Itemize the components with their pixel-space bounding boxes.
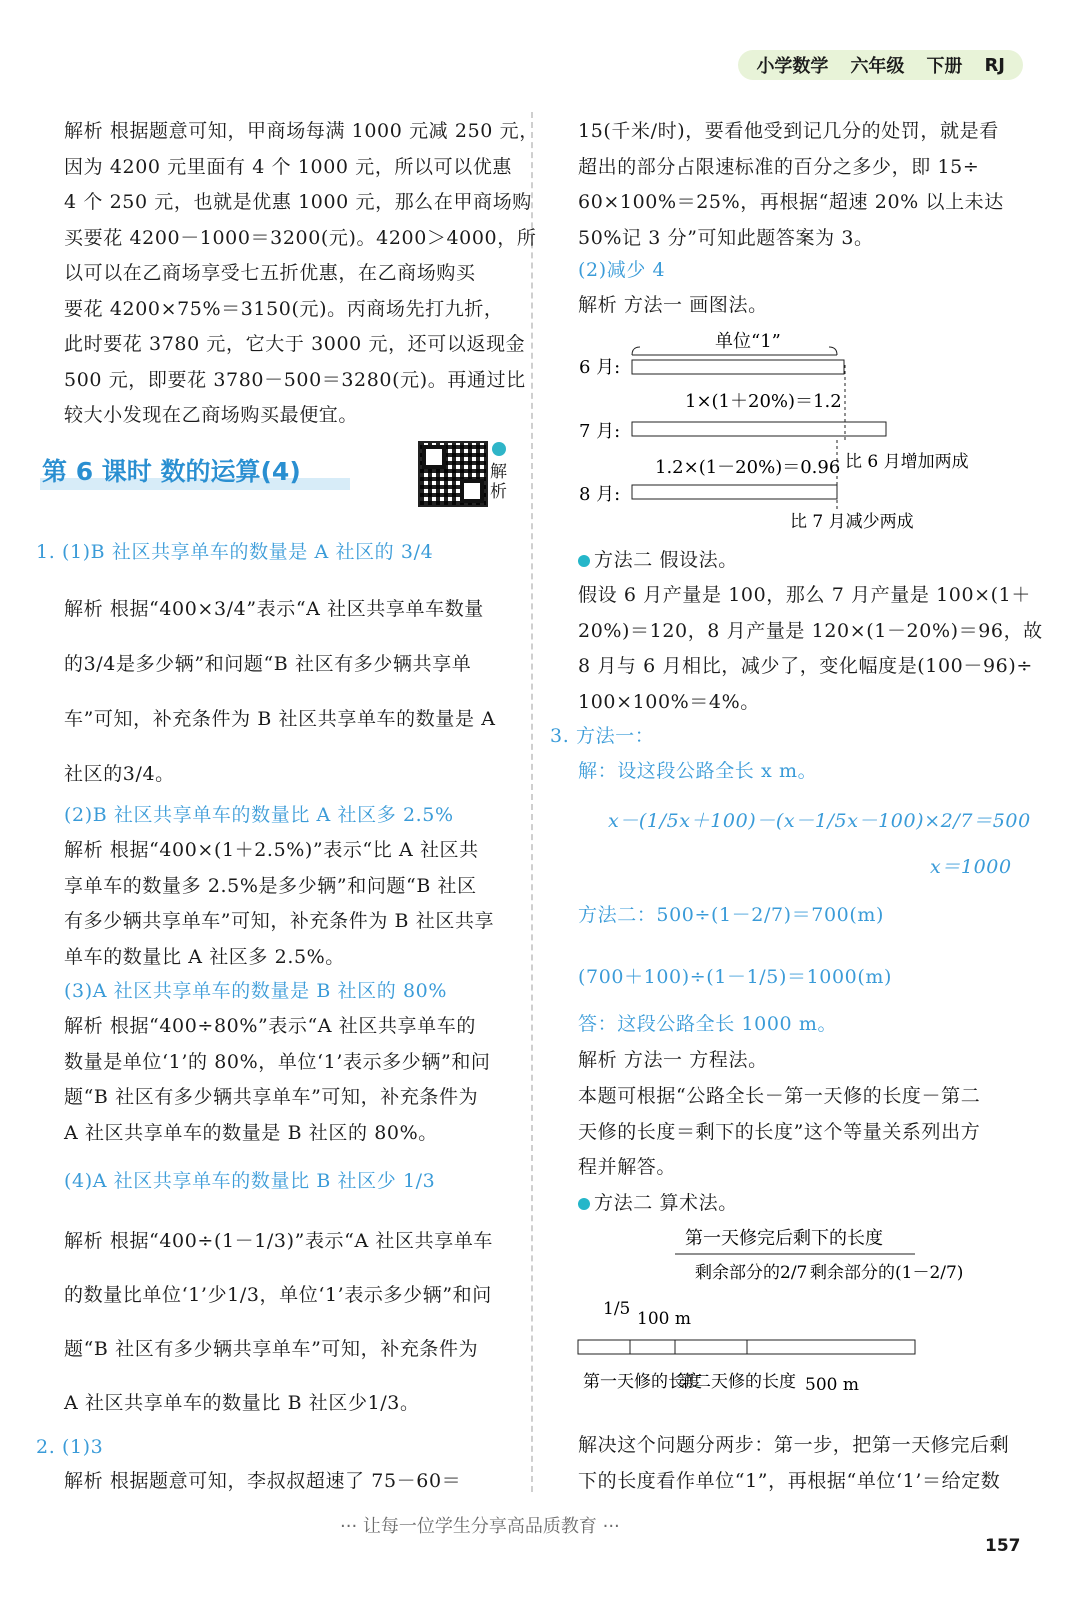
text-line: A 社区共享单车的数量比 B 社区少1/3。 (64, 1392, 420, 1414)
method2-heading: 方法二 假设法。 (578, 543, 738, 577)
q3-method2-step1: 方法二：500÷(1－2/7)＝700(m) (578, 904, 884, 926)
q3-setup: 解：设这段公路全长 x m。 (578, 760, 818, 782)
text-line: 的数量比单位‘1’少1/3，单位‘1’表示多少辆”和问 (64, 1284, 492, 1306)
text-line: 解析 根据“400÷80%”表示“A 社区共享单车的 (64, 1015, 476, 1037)
text-line: 题“B 社区有多少辆共享单车”可知，补充条件为 (64, 1338, 479, 1360)
text-line: 要花 4200×75%＝3150(元)。丙商场先打九折， (64, 297, 504, 320)
aug-bar (632, 485, 837, 499)
text-line: 单车的数量比 A 社区多 2.5%。 (64, 945, 345, 968)
text-line: 500 元，即要花 3780－500＝3280(元)。再通过比 (64, 368, 526, 391)
text-line: 100×100%＝4%。 (578, 690, 760, 713)
text-line: 车”可知，补充条件为 B 社区共享单车的数量是 A (64, 708, 496, 730)
remaining-length-label: 第一天修完后剩下的长度 (685, 1228, 883, 1249)
header-subject: 小学数学 (756, 56, 829, 77)
q3-explanation-method2: 方法二 算术法。 (578, 1186, 738, 1220)
play-icon (492, 442, 506, 456)
remaining-part2: 剩余部分的(1－2/7) (810, 1263, 964, 1283)
text-line: 天修的长度＝剩下的长度”这个等量关系列出方 (578, 1120, 981, 1143)
qr-code[interactable] (418, 441, 488, 507)
lightbulb-icon (578, 1198, 590, 1210)
text-line: 社区的3/4。 (64, 763, 175, 785)
qr-label: 解析 (490, 462, 507, 502)
text-line: 题“B 社区有多少辆共享单车”可知，补充条件为 (64, 1086, 479, 1108)
row-label-aug: 8 月: (579, 484, 621, 505)
day1-length: 第一天修的长度 (583, 1372, 702, 1392)
column-divider (531, 112, 533, 1492)
road-diagram (575, 1222, 964, 1427)
jul-expression: 1×(1＋20%)＝1.2 (685, 391, 842, 412)
q2-part1: 2. (1)3 (36, 1436, 104, 1458)
text-line: 4 个 250 元，也就是优惠 1000 元，那么在甲商场购 (64, 191, 532, 213)
text-line: 解析 根据“400×(1＋2.5%)”表示“比 A 社区共 (64, 839, 479, 861)
production-diagram (575, 325, 995, 540)
text-line: 超出的部分占限速标准的百分之多少，即 15÷ (578, 155, 980, 178)
text-line: 享单车的数量多 2.5%是多少辆”和问题“B 社区 (64, 874, 477, 897)
text-line: A 社区共享单车的数量是 B 社区的 80%。 (64, 1121, 438, 1144)
q3-method2-step2: (700＋100)÷(1－1/5)＝1000(m) (578, 966, 892, 988)
row-label-jun: 6 月: (579, 357, 621, 378)
text-line: 解析 根据“400×3/4”表示“A 社区共享单车数量 (64, 598, 484, 620)
text-line: 60×100%＝25%，再根据“超速 20% 以上未达 (578, 191, 1004, 213)
text-line: 此时要花 3780 元，它大于 3000 元，还可以返现金 (64, 333, 526, 355)
q1-part3: (3)A 社区共享单车的数量是 B 社区的 80% (64, 980, 447, 1002)
increase-label: 比 6 月增加两成 (845, 452, 969, 472)
page-number: 157 (985, 1536, 1021, 1556)
text-line: 15(千米/时)，要看他受到记几分的处罚，就是看 (578, 120, 999, 142)
text-line: 较大小发现在乙商场购买最便宜。 (64, 404, 359, 426)
text-line: 本题可根据“公路全长－第一天修的长度－第二 (578, 1085, 981, 1107)
length-100m: 100 m (637, 1309, 691, 1329)
text-line: 解决这个问题分两步：第一步，把第一天修完后剩 (578, 1434, 1010, 1456)
footer-slogan: ··· 让每一位学生分享高品质教育 ··· (340, 1516, 620, 1537)
header-edition: RJ (984, 54, 1005, 76)
aug-expression: 1.2×(1－20%)＝0.96 (655, 457, 841, 478)
remaining-part1: 剩余部分的2/7 (695, 1263, 808, 1283)
lightbulb-icon (578, 555, 590, 567)
header-grade: 六年级 (850, 56, 905, 77)
decrease-label: 比 7 月减少两成 (790, 512, 914, 532)
fraction-one-fifth: 1/5 (603, 1299, 631, 1319)
row-label-jul: 7 月: (579, 421, 621, 442)
text-line: 程并解答。 (578, 1156, 677, 1178)
text-line: 因为 4200 元里面有 4 个 1000 元，所以可以优惠 (64, 155, 513, 178)
text-line: 以可以在乙商场享受七五折优惠，在乙商场购买 (64, 262, 476, 284)
text-line: 解析 根据题意可知，甲商场每满 1000 元减 250 元， (64, 120, 539, 142)
text-line: 20%)＝120，8 月产量是 120×(1－20%)＝96，故 (578, 619, 1043, 642)
text-line: 有多少辆共享单车”可知，补充条件为 B 社区共享 (64, 910, 495, 932)
text-line: 8 月与 6 月相比，减少了，变化幅度是(100－96)÷ (578, 655, 1033, 677)
page-header (738, 50, 1023, 80)
text-line: 假设 6 月产量是 100，那么 7 月产量是 100×(1＋ (578, 584, 1031, 606)
q1-part1: 1. (1)B 社区共享单车的数量是 A 社区的 3/4 (36, 541, 434, 563)
q3-solution: x＝1000 (930, 856, 1012, 878)
jul-bar (632, 422, 886, 436)
unit-label: 单位“1” (715, 331, 781, 352)
q3-equation: x－(1/5x＋100)－(x－1/5x－100)×2/7＝500 (608, 810, 1031, 832)
q3-label: 3. 方法一： (550, 725, 655, 747)
text-line: 下的长度看作单位“1”，再根据“单位‘1’＝给定数 (578, 1469, 1001, 1492)
length-500m: 500 m (805, 1375, 859, 1395)
q2-part2: (2)减少 4 (578, 259, 666, 281)
q1-part2: (2)B 社区共享单车的数量比 A 社区多 2.5% (64, 804, 454, 826)
lesson-title: 第 6 课时 数的运算(4) (42, 457, 301, 486)
text-line: 数量是单位‘1’的 80%，单位‘1’表示多少辆”和问 (64, 1050, 491, 1073)
jun-bar (632, 360, 844, 374)
q3-explanation-method1: 解析 方法一 方程法。 (578, 1049, 768, 1071)
text-line: 的3/4是多少辆”和问题“B 社区有多少辆共享单 (64, 653, 472, 675)
method1-heading: 解析 方法一 画图法。 (578, 294, 768, 316)
text-line: 解析 根据“400÷(1－1/3)”表示“A 社区共享单车 (64, 1230, 494, 1252)
q2-part1-explanation: 解析 根据题意可知，李叔叔超速了 75－60＝ (64, 1470, 462, 1492)
q1-part4: (4)A 社区共享单车的数量比 B 社区少 1/3 (64, 1170, 436, 1192)
day2-length: 第二天修的长度 (677, 1372, 796, 1392)
header-volume: 下册 (926, 56, 963, 77)
q3-answer: 答：这段公路全长 1000 m。 (578, 1013, 838, 1035)
text-line: 买要花 4200－1000＝3200(元)。4200＞4000，所 (64, 226, 537, 249)
text-line: 50%记 3 分”可知此题答案为 3。 (578, 226, 874, 249)
